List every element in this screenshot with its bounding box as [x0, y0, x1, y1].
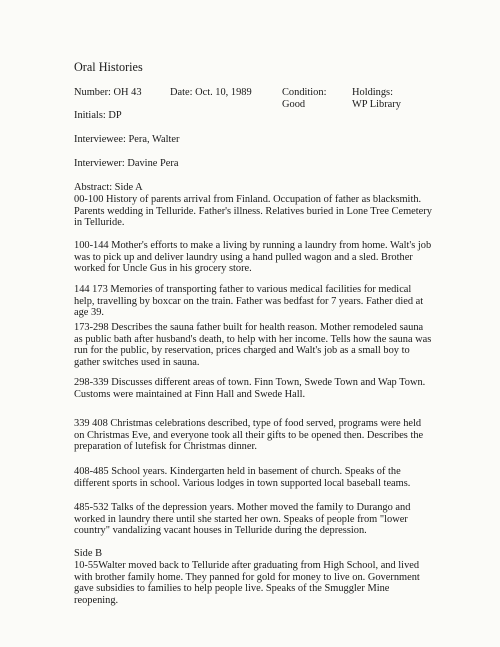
abstract-entry: 408-485 School years. Kindergarten held in basement of church. Speaks of the different sports in school. Various lodges in town supported local baseball teams.: [74, 466, 411, 489]
holdings-label: Holdings:: [352, 87, 393, 98]
abstract-entry: 00-100 History of parents arrival from Finland. Occupation of father as blacksmith. Parents wedding in Telluride. Father's illness. Relatives buried in Lone Tree Cemetery in Telluride.: [74, 194, 432, 229]
interviewee: Interviewee: Pera, Walter: [74, 134, 180, 145]
abstract-side-b-label: Side B: [74, 548, 103, 559]
holdings-value: WP Library: [352, 99, 401, 110]
document-title: Oral Histories: [74, 60, 143, 74]
record-date: Date: Oct. 10, 1989: [170, 87, 252, 98]
condition-value: Good: [282, 99, 306, 110]
abstract-entry: 144 173 Memories of transporting father to various medical facilities for medical help, travelling by boxcar on the train. Father was bedfast for 7 years. Father died at age 39.: [74, 284, 424, 319]
initials: Initials: DP: [74, 110, 122, 121]
abstract-entry: 339 408 Christmas celebrations described, type of food served, programs were held on Christmas Eve, and everyone took all their gifts to be opened then. Describes the preparation of lutefisk for Christmas dinner.: [74, 418, 424, 453]
record-number: Number: OH 43: [74, 87, 142, 98]
abstract-side-a-label: Abstract: Side A: [74, 182, 143, 193]
abstract-entry: 100-144 Mother's efforts to make a living by running a laundry from home. Walt's job was to pick up and deliver laundry using a hand pulled wagon and a sled. Brother worked for Uncle Gus in his grocery store.: [74, 240, 432, 275]
condition-label: Condition:: [282, 87, 327, 98]
abstract-entry: 173-298 Describes the sauna father built for health reason. Mother remodeled sauna as public bath after husband's death, to help with her income. Tells how the sauna was run for the public, by reservation, prices charged and Walt's job as a small boy to gather switches used in sauna.: [74, 322, 432, 368]
abstract-entry: 10-55Walter moved back to Telluride after graduating from High School, and lived with brother family home. They panned for gold for money to live on. Government gave subsidies to families to help people live. Speaks of the Smuggler Mine reopening.: [74, 560, 420, 606]
interviewer: Interviewer: Davine Pera: [74, 158, 179, 169]
abstract-entry: 298-339 Discusses different areas of town. Finn Town, Swede Town and Wap Town. Customs were maintained at Finn Hall and Swede Hall.: [74, 377, 426, 400]
abstract-entry: 485-532 Talks of the depression years. Mother moved the family to Durango and worked in laundry there until she started her own. Speaks of people from "lower country" vandalizing vacant houses in Telluride during the depression.: [74, 502, 411, 537]
